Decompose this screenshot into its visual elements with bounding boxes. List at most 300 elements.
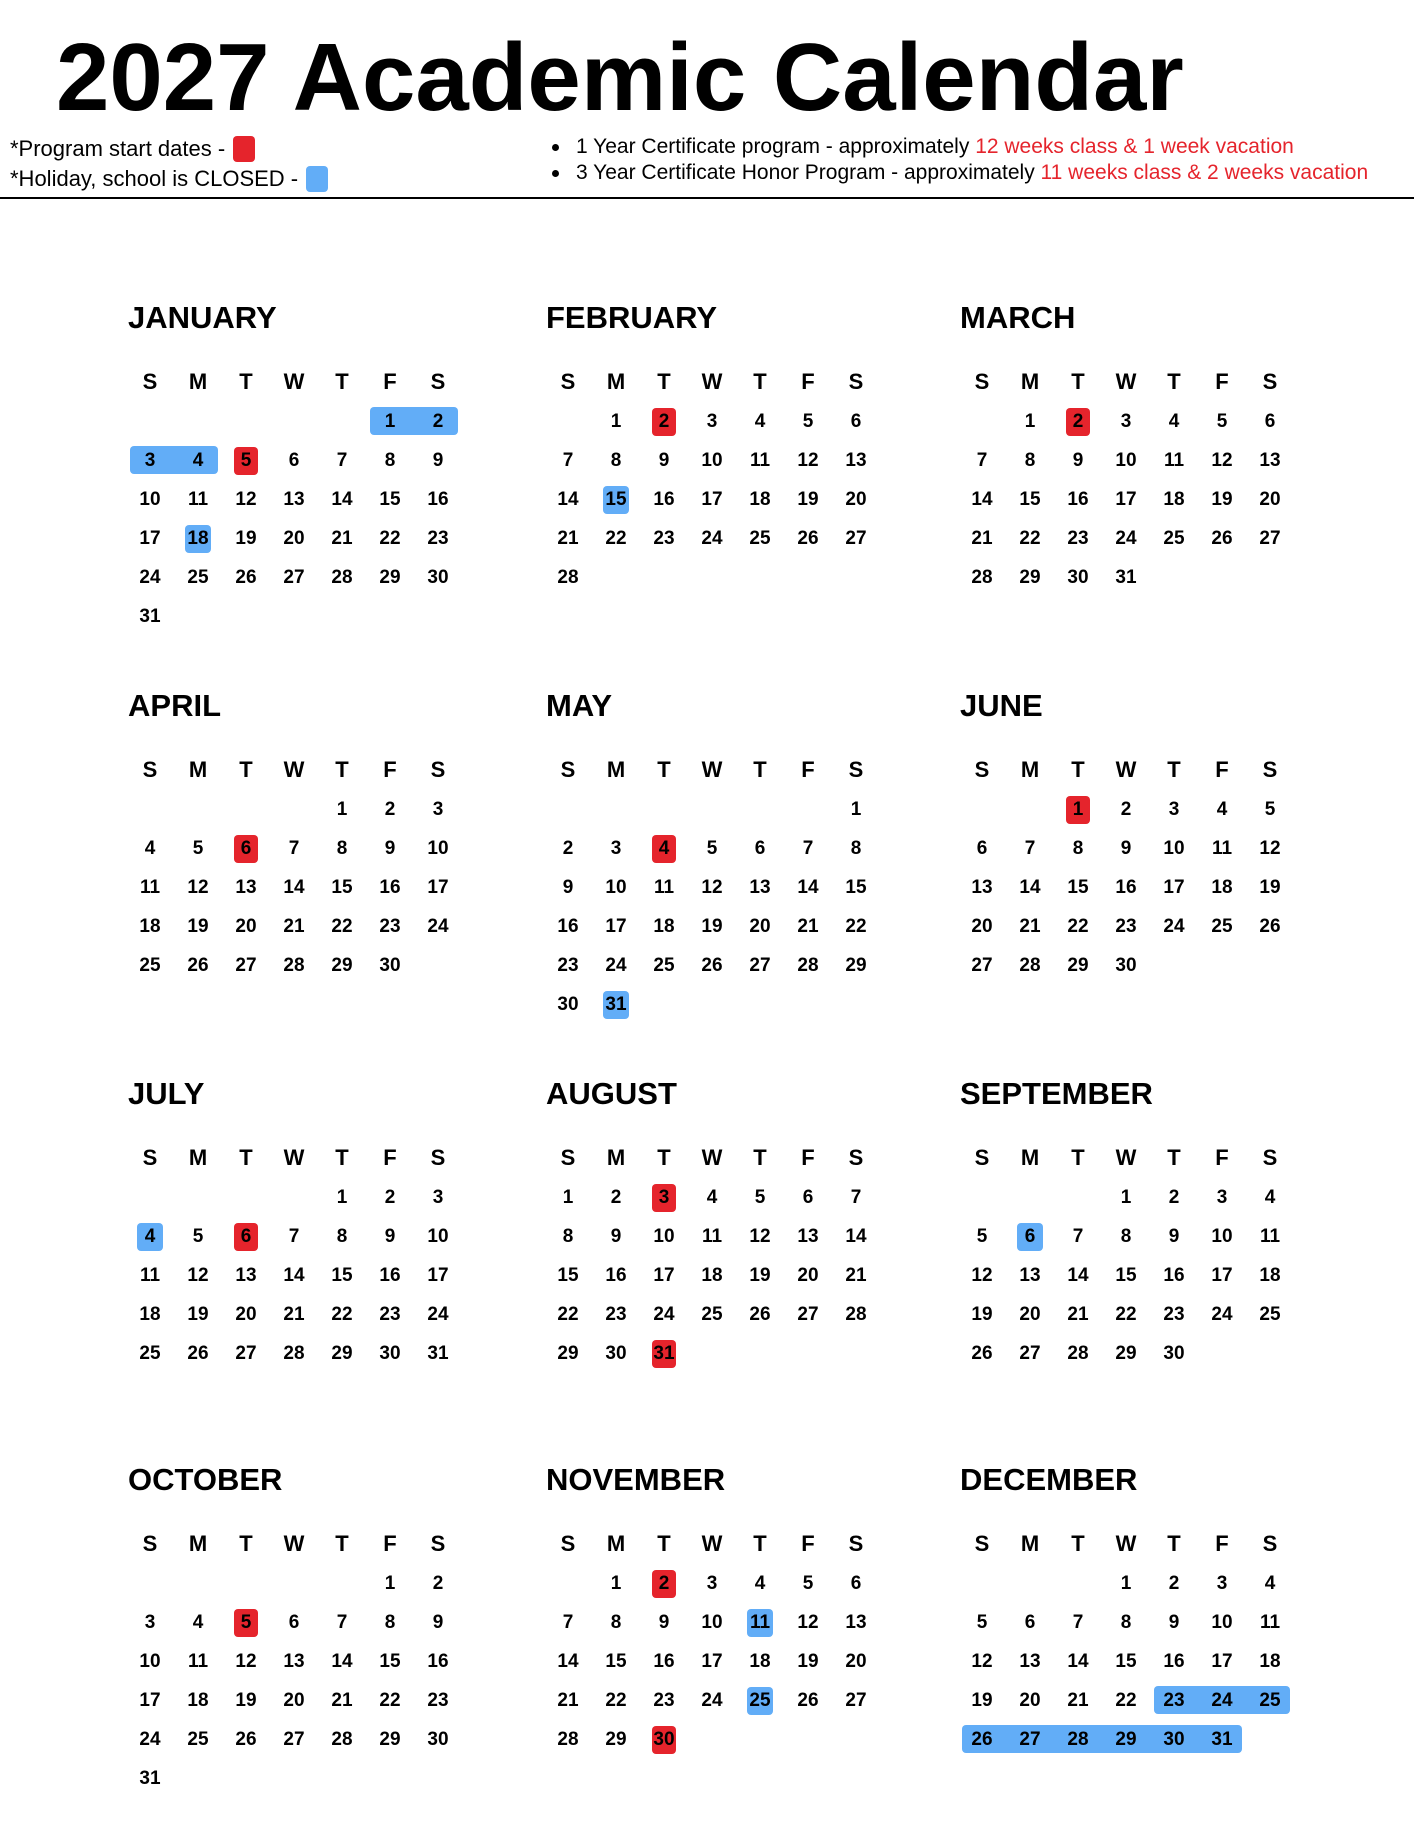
- day-cell: [784, 1223, 832, 1251]
- week-row: [958, 1564, 1298, 1603]
- day-cell: [222, 913, 270, 941]
- day-cell: [832, 913, 880, 941]
- weekday-label: S: [142, 369, 158, 394]
- day-number: 19: [187, 915, 209, 937]
- day-cell: [1150, 1726, 1198, 1754]
- day-number: 6: [1264, 410, 1276, 432]
- day-number: 1: [1120, 1572, 1132, 1594]
- day-number: 26: [235, 566, 257, 588]
- day-number: 25: [139, 954, 161, 976]
- weekday-label: F: [383, 1145, 397, 1170]
- day-cell: [592, 874, 640, 902]
- week-row: [958, 790, 1298, 829]
- day-cell: [126, 952, 174, 980]
- weekday-label: T: [1167, 1145, 1181, 1170]
- weekday-label: S: [142, 757, 158, 782]
- day-cell: [1006, 913, 1054, 941]
- day-number: 24: [427, 915, 449, 937]
- day-cell: [1246, 1262, 1294, 1290]
- day-number: 22: [605, 1689, 627, 1711]
- day-cell: [366, 1570, 414, 1598]
- day-cell: [126, 1301, 174, 1329]
- day-cell: [958, 486, 1006, 514]
- weekday-label: S: [430, 757, 446, 782]
- month-name: FEBRUARY: [546, 300, 718, 335]
- day-cell: [1054, 1609, 1102, 1637]
- day-cell: [222, 525, 270, 553]
- day-cell: [736, 1301, 784, 1329]
- week-row: [958, 868, 1298, 907]
- program-start-day: 5: [234, 447, 258, 475]
- day-cell: [174, 1726, 222, 1754]
- day-number: 23: [379, 915, 401, 937]
- day-number: 15: [331, 876, 353, 898]
- day-cell: [544, 991, 592, 1019]
- day-cell: [1150, 1609, 1198, 1637]
- week-row: [126, 1759, 466, 1798]
- weekday-header: [544, 1524, 884, 1564]
- day-number: 21: [797, 915, 819, 937]
- day-cell: [318, 952, 366, 980]
- month-march: [958, 298, 1298, 597]
- day-number: 22: [331, 915, 353, 937]
- day-cell: [1006, 1726, 1054, 1754]
- day-cell: [688, 1262, 736, 1290]
- day-number: 1: [336, 1186, 348, 1208]
- day-cell: [318, 486, 366, 514]
- day-cell: [1102, 564, 1150, 592]
- weekday-label: T: [335, 757, 349, 782]
- day-cell: [832, 1687, 880, 1715]
- day-number: 28: [845, 1303, 867, 1325]
- day-cell: [270, 1687, 318, 1715]
- weekday-label: F: [383, 369, 397, 394]
- day-number: 11: [653, 876, 675, 898]
- day-cell: [318, 835, 366, 863]
- day-cell: [544, 913, 592, 941]
- day-cell: [1198, 1262, 1246, 1290]
- week-row: [958, 1720, 1298, 1759]
- day-cell: [1006, 1223, 1054, 1251]
- week-row: [544, 907, 884, 946]
- day-cell: [1150, 913, 1198, 941]
- holiday-day: 24: [1211, 1689, 1233, 1711]
- day-number: 14: [283, 1264, 305, 1286]
- day-cell: [832, 1262, 880, 1290]
- day-number: 11: [1259, 1611, 1281, 1633]
- day-number: 11: [1259, 1225, 1281, 1247]
- weekday-label: W: [283, 757, 305, 782]
- day-number: 3: [610, 837, 622, 859]
- day-number: 11: [187, 488, 209, 510]
- day-cell: [832, 1570, 880, 1598]
- weekday-label: T: [753, 1145, 767, 1170]
- day-number: 27: [283, 566, 305, 588]
- day-cell: [318, 447, 366, 475]
- day-number: 24: [427, 1303, 449, 1325]
- holiday-day: 1: [384, 410, 396, 432]
- day-cell: [414, 835, 462, 863]
- day-cell: [414, 1301, 462, 1329]
- day-number: 25: [701, 1303, 723, 1325]
- day-cell: [784, 447, 832, 475]
- month-april: [126, 686, 466, 985]
- day-cell: [736, 525, 784, 553]
- day-cell: [1054, 486, 1102, 514]
- holiday-day: 25: [1259, 1689, 1281, 1711]
- day-cell: [688, 1687, 736, 1715]
- day-cell: [1102, 952, 1150, 980]
- day-cell: [640, 1184, 688, 1212]
- day-number: 15: [1115, 1264, 1137, 1286]
- weekday-label: T: [753, 1531, 767, 1556]
- day-number: 13: [1019, 1650, 1041, 1672]
- day-cell: [832, 835, 880, 863]
- day-cell: [1198, 525, 1246, 553]
- day-cell: [592, 1184, 640, 1212]
- holiday-swatch: [306, 166, 328, 192]
- day-number: 19: [797, 1650, 819, 1672]
- program-start-day: 30: [652, 1726, 676, 1754]
- program-start-day: 5: [234, 1609, 258, 1637]
- day-cell: [544, 564, 592, 592]
- day-cell: [414, 1648, 462, 1676]
- day-cell: [592, 1340, 640, 1368]
- legend: [10, 134, 328, 194]
- day-cell: [414, 874, 462, 902]
- day-cell: [688, 1301, 736, 1329]
- day-number: 3: [432, 798, 444, 820]
- day-number: 10: [427, 1225, 449, 1247]
- day-cell: [1246, 796, 1294, 824]
- day-number: 4: [706, 1186, 718, 1208]
- day-number: 25: [1163, 527, 1185, 549]
- day-cell: [544, 1262, 592, 1290]
- day-cell: [1102, 447, 1150, 475]
- day-cell: [1246, 1301, 1294, 1329]
- day-number: 13: [845, 449, 867, 471]
- day-number: 5: [706, 837, 718, 859]
- day-number: 9: [658, 1611, 670, 1633]
- month-december: [958, 1460, 1298, 1759]
- day-cell: [1006, 1262, 1054, 1290]
- day-cell: [1150, 1301, 1198, 1329]
- day-cell: [366, 796, 414, 824]
- day-number: 28: [1019, 954, 1041, 976]
- day-number: 10: [139, 488, 161, 510]
- weekday-label: F: [801, 757, 815, 782]
- day-cell: [1150, 1648, 1198, 1676]
- day-number: 24: [701, 1689, 723, 1711]
- day-cell: [1102, 1570, 1150, 1598]
- day-number: 9: [610, 1225, 622, 1247]
- weekday-label: W: [701, 1145, 723, 1170]
- day-cell: [544, 1648, 592, 1676]
- weekday-label: W: [701, 369, 723, 394]
- day-number: 17: [605, 915, 627, 937]
- day-number: 12: [1211, 449, 1233, 471]
- month-name: SEPTEMBER: [960, 1076, 1153, 1111]
- week-row: [958, 907, 1298, 946]
- week-row: [544, 558, 884, 597]
- day-number: 7: [336, 1611, 348, 1633]
- day-number: 9: [1168, 1225, 1180, 1247]
- day-cell: [174, 835, 222, 863]
- week-row: [126, 1564, 466, 1603]
- day-number: 11: [139, 876, 161, 898]
- day-cell: [832, 1609, 880, 1637]
- day-number: 23: [427, 1689, 449, 1711]
- day-number: 16: [605, 1264, 627, 1286]
- month-name: JULY: [128, 1076, 205, 1111]
- day-cell: [1054, 952, 1102, 980]
- day-cell: [1198, 408, 1246, 436]
- week-row: [544, 1217, 884, 1256]
- weekday-label: M: [1020, 369, 1040, 394]
- holiday-day: 28: [1067, 1728, 1089, 1750]
- day-number: 8: [610, 449, 622, 471]
- day-cell: [1102, 913, 1150, 941]
- day-number: 22: [845, 915, 867, 937]
- day-cell: [958, 1726, 1006, 1754]
- day-cell: [1198, 1648, 1246, 1676]
- day-cell: [592, 991, 640, 1019]
- day-number: 21: [1067, 1689, 1089, 1711]
- week-row: [958, 519, 1298, 558]
- day-number: 8: [336, 1225, 348, 1247]
- day-cell: [1102, 1301, 1150, 1329]
- day-cell: [688, 835, 736, 863]
- day-cell: [1246, 1648, 1294, 1676]
- day-number: 16: [1115, 876, 1137, 898]
- day-number: 7: [976, 449, 988, 471]
- day-cell: [832, 1184, 880, 1212]
- day-cell: [126, 874, 174, 902]
- day-cell: [784, 1609, 832, 1637]
- day-cell: [1198, 1570, 1246, 1598]
- day-number: 26: [1211, 527, 1233, 549]
- day-number: 9: [1168, 1611, 1180, 1633]
- day-cell: [1006, 486, 1054, 514]
- day-number: 24: [653, 1303, 675, 1325]
- day-cell: [1246, 408, 1294, 436]
- day-cell: [592, 1726, 640, 1754]
- week-row: [544, 985, 884, 1024]
- day-cell: [1150, 835, 1198, 863]
- day-number: 30: [379, 1342, 401, 1364]
- day-number: 22: [1019, 527, 1041, 549]
- day-number: 23: [1163, 1303, 1185, 1325]
- day-number: 13: [749, 876, 771, 898]
- day-number: 15: [605, 1650, 627, 1672]
- program-start-day: 4: [652, 835, 676, 863]
- day-cell: [1054, 1223, 1102, 1251]
- weekday-label: S: [560, 1531, 576, 1556]
- day-number: 7: [1072, 1611, 1084, 1633]
- week-row: [544, 1681, 884, 1720]
- day-number: 30: [1115, 954, 1137, 976]
- week-row: [544, 402, 884, 441]
- day-number: 9: [658, 449, 670, 471]
- day-number: 15: [379, 488, 401, 510]
- day-cell: [1102, 1262, 1150, 1290]
- day-cell: [222, 1301, 270, 1329]
- day-cell: [270, 1340, 318, 1368]
- weekday-label: F: [1215, 1531, 1229, 1556]
- weekday-label: F: [383, 757, 397, 782]
- day-cell: [126, 486, 174, 514]
- day-cell: [1198, 486, 1246, 514]
- weekday-label: M: [606, 1145, 626, 1170]
- day-number: 10: [701, 449, 723, 471]
- day-cell: [1054, 835, 1102, 863]
- day-number: 8: [1120, 1225, 1132, 1247]
- weekday-label: T: [753, 369, 767, 394]
- day-number: 25: [1211, 915, 1233, 937]
- day-cell: [222, 1687, 270, 1715]
- day-number: 26: [749, 1303, 771, 1325]
- day-number: 20: [971, 915, 993, 937]
- day-number: 15: [1019, 488, 1041, 510]
- day-number: 20: [283, 1689, 305, 1711]
- day-number: 21: [971, 527, 993, 549]
- day-cell: [544, 1687, 592, 1715]
- weekday-label: T: [1167, 757, 1181, 782]
- holiday-day: 23: [1163, 1689, 1185, 1711]
- month-name: APRIL: [128, 688, 221, 723]
- week-row: [126, 1334, 466, 1373]
- month-february: [544, 298, 884, 597]
- legend-holiday: [10, 164, 328, 194]
- day-number: 21: [331, 1689, 353, 1711]
- day-cell: [592, 1570, 640, 1598]
- day-number: 13: [235, 1264, 257, 1286]
- day-number: 10: [139, 1650, 161, 1672]
- day-number: 23: [427, 527, 449, 549]
- day-number: 5: [754, 1186, 766, 1208]
- day-cell: [1198, 913, 1246, 941]
- day-number: 6: [754, 837, 766, 859]
- day-number: 6: [288, 449, 300, 471]
- day-cell: [366, 1301, 414, 1329]
- day-cell: [1054, 564, 1102, 592]
- day-cell: [1198, 835, 1246, 863]
- day-cell: [736, 1687, 784, 1715]
- day-number: 24: [1163, 915, 1185, 937]
- day-cell: [736, 408, 784, 436]
- day-cell: [784, 1648, 832, 1676]
- day-number: 9: [384, 837, 396, 859]
- day-cell: [366, 408, 414, 436]
- day-number: 2: [384, 798, 396, 820]
- program-note: 1 Year Certificate program - approximately 12 weeks class & 1 week vacation: [548, 134, 1368, 160]
- day-cell: [784, 913, 832, 941]
- day-number: 6: [850, 410, 862, 432]
- holiday-day: 4: [192, 449, 204, 471]
- day-number: 4: [192, 1611, 204, 1633]
- week-row: [958, 1178, 1298, 1217]
- day-cell: [270, 874, 318, 902]
- day-number: 8: [1024, 449, 1036, 471]
- day-cell: [784, 1262, 832, 1290]
- day-cell: [414, 486, 462, 514]
- day-cell: [270, 913, 318, 941]
- day-cell: [318, 1184, 366, 1212]
- day-cell: [174, 913, 222, 941]
- weekday-header: [958, 362, 1298, 402]
- day-cell: [1246, 1223, 1294, 1251]
- day-cell: [592, 1301, 640, 1329]
- day-cell: [414, 525, 462, 553]
- day-cell: [222, 1609, 270, 1637]
- week-row: [544, 480, 884, 519]
- day-number: 18: [139, 1303, 161, 1325]
- weekday-header: [958, 1138, 1298, 1178]
- day-number: 20: [1019, 1689, 1041, 1711]
- week-row: [126, 558, 466, 597]
- day-number: 8: [336, 837, 348, 859]
- day-number: 2: [1168, 1572, 1180, 1594]
- day-cell: [1006, 835, 1054, 863]
- holiday-day: 26: [971, 1728, 993, 1750]
- day-cell: [1054, 913, 1102, 941]
- weekday-label: S: [430, 1145, 446, 1170]
- day-cell: [318, 1687, 366, 1715]
- day-cell: [958, 564, 1006, 592]
- weekday-label: T: [239, 757, 253, 782]
- day-number: 8: [850, 837, 862, 859]
- day-cell: [784, 1301, 832, 1329]
- day-cell: [1054, 408, 1102, 436]
- day-cell: [688, 913, 736, 941]
- day-cell: [1054, 1687, 1102, 1715]
- day-cell: [222, 1726, 270, 1754]
- day-number: 28: [797, 954, 819, 976]
- day-number: 28: [331, 566, 353, 588]
- day-number: 20: [797, 1264, 819, 1286]
- week-row: [126, 1217, 466, 1256]
- day-cell: [366, 874, 414, 902]
- week-row: [126, 519, 466, 558]
- weekday-label: W: [701, 757, 723, 782]
- day-cell: [1054, 1648, 1102, 1676]
- day-number: 19: [971, 1303, 993, 1325]
- day-cell: [270, 835, 318, 863]
- day-cell: [832, 408, 880, 436]
- day-cell: [318, 1726, 366, 1754]
- day-cell: [174, 1301, 222, 1329]
- day-number: 19: [971, 1689, 993, 1711]
- day-cell: [1246, 525, 1294, 553]
- day-cell: [1006, 564, 1054, 592]
- week-row: [958, 1603, 1298, 1642]
- day-cell: [832, 796, 880, 824]
- day-number: 27: [235, 954, 257, 976]
- day-cell: [174, 1687, 222, 1715]
- weekday-label: F: [801, 369, 815, 394]
- weekday-label: T: [1071, 1145, 1085, 1170]
- day-number: 3: [1120, 410, 1132, 432]
- day-cell: [958, 1687, 1006, 1715]
- week-row: [958, 1642, 1298, 1681]
- day-cell: [270, 1648, 318, 1676]
- week-row: [126, 907, 466, 946]
- day-cell: [1246, 1184, 1294, 1212]
- day-cell: [1054, 874, 1102, 902]
- day-cell: [736, 1184, 784, 1212]
- day-cell: [126, 1223, 174, 1251]
- day-cell: [366, 1726, 414, 1754]
